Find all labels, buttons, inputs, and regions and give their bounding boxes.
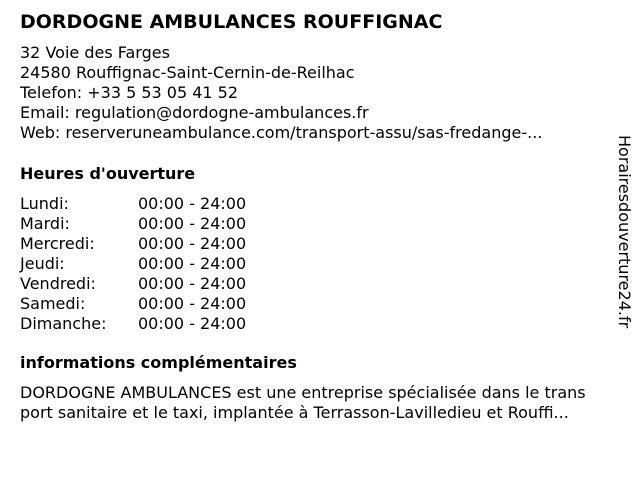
hours-row-friday [20,274,246,294]
time-range: 00:00 - 24:00 [138,274,247,293]
time-range: 00:00 - 24:00 [138,314,247,333]
time-range: 00:00 - 24:00 [138,294,247,313]
info-description [20,383,632,423]
hours-row-saturday [20,294,246,314]
day-label: Mercredi: [20,234,95,253]
day-label: Vendredi: [20,274,96,293]
day-label: Dimanche: [20,314,107,333]
side-brand-text: Horairesdouverture24.fr [615,135,634,329]
address-line-1: 32 Voie des Farges [20,43,170,62]
email-line: Email: regulation@dordogne-ambulances.fr [20,103,369,122]
web-line: Web: reserveruneambulance.com/transport-assu/sas-fredange-... [20,123,543,142]
side-brand-watermark [612,135,636,345]
hours-row-sunday [20,314,246,334]
hours-row-thursday [20,254,246,274]
hours-row-wednesday [20,234,246,254]
time-range: 00:00 - 24:00 [138,194,247,213]
contact-block [20,43,542,143]
address-line-2: 24580 Rouffignac-Saint-Cernin-de-Reilhac [20,63,355,82]
hours-table [20,194,246,334]
phone-line: Telefon: +33 5 53 05 41 52 [20,83,239,102]
hours-heading: Heures d'ouverture [20,164,196,183]
day-label: Samedi: [20,294,86,313]
day-label: Jeudi: [20,254,65,273]
day-label: Mardi: [20,214,70,233]
time-range: 00:00 - 24:00 [138,214,247,233]
business-name: DORDOGNE AMBULANCES ROUFFIGNAC [20,11,443,33]
time-range: 00:00 - 24:00 [138,234,247,253]
time-range: 00:00 - 24:00 [138,254,247,273]
day-label: Lundi: [20,194,69,213]
hours-row-tuesday [20,214,246,234]
hours-row-monday [20,194,246,214]
info-line-2: port sanitaire et le taxi, implantée à Terrasson-Lavilledieu et Rouffi... [20,403,569,422]
info-line-1: DORDOGNE AMBULANCES est une entreprise spécialisée dans le trans [20,383,586,402]
info-heading: informations complémentaires [20,353,297,372]
